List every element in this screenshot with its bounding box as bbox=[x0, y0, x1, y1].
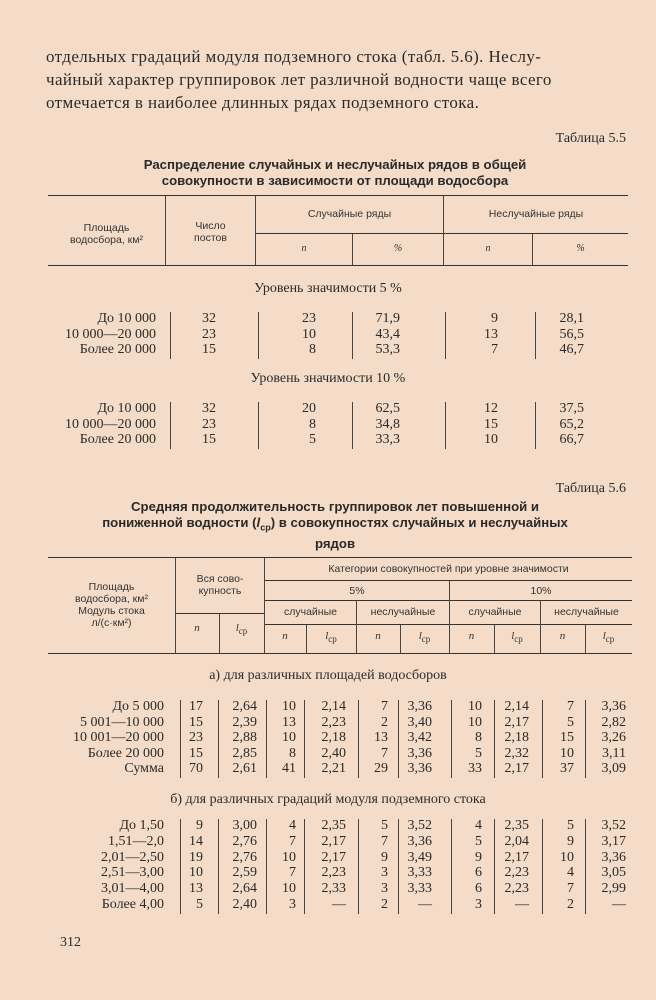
value-cell: 3,49 bbox=[407, 849, 432, 865]
value-cell: 10 bbox=[468, 699, 482, 714]
value-cell: — bbox=[332, 897, 346, 912]
l-cp-header: $l_{ср}$ bbox=[511, 630, 523, 645]
value-cell: 37,5 bbox=[559, 401, 584, 416]
value-cell: 8 bbox=[309, 416, 316, 432]
value-cell: 3,00 bbox=[232, 818, 257, 833]
value-cell: 15 bbox=[202, 432, 216, 447]
area-cell: 2,51—3,00 bbox=[101, 865, 164, 881]
value-cell: 2 bbox=[567, 897, 574, 912]
pct-header: % bbox=[393, 243, 403, 254]
area-cell: До 10 000 bbox=[97, 401, 156, 416]
categories-header: Категории совокупностей при уровне значимости bbox=[328, 563, 569, 575]
table-rule bbox=[255, 233, 628, 234]
value-cell: 41 bbox=[282, 761, 296, 776]
value-cell: 7 bbox=[381, 745, 388, 761]
value-cell: 3,33 bbox=[407, 865, 432, 881]
value-cell: 15 bbox=[560, 730, 574, 745]
value-cell: 7 bbox=[289, 865, 296, 881]
area-cell: До 10 000 bbox=[97, 311, 156, 326]
value-cell: 10 bbox=[560, 849, 574, 865]
value-cell: 7 bbox=[491, 342, 498, 357]
table-5-5-title: Распределение случайных и неслучайных рядов в общей совокупности в зависимости от площади водосбора bbox=[143, 157, 527, 188]
value-cell: 4 bbox=[567, 865, 574, 881]
value-cell: 2,88 bbox=[232, 730, 257, 745]
value-cell: 9 bbox=[381, 849, 388, 865]
area-cell: 10 000—20 000 bbox=[65, 326, 156, 342]
value-cell: 3,36 bbox=[407, 699, 432, 714]
value-cell: — bbox=[418, 897, 432, 912]
value-cell: 3,42 bbox=[407, 730, 432, 745]
section-title: а) для различных площадей водосборов bbox=[209, 668, 447, 683]
value-cell: 7 bbox=[567, 881, 574, 897]
area-cell: Более 20 000 bbox=[79, 342, 156, 357]
value-cell: 15 bbox=[189, 714, 203, 730]
value-cell: 5 bbox=[567, 818, 574, 833]
value-cell: 53,3 bbox=[375, 342, 400, 357]
value-cell: 23 bbox=[202, 326, 216, 342]
area-module-header: Площадь водосбора, км² Модуль стока л/(с·км²) bbox=[75, 581, 148, 629]
table-rule bbox=[48, 265, 628, 266]
area-header: Площадь водосбора, км² bbox=[70, 222, 143, 246]
value-cell: 6 bbox=[475, 881, 482, 897]
value-cell: 3,36 bbox=[407, 833, 432, 849]
nonrandom-header: неслучайные bbox=[370, 606, 436, 618]
value-cell: 3 bbox=[475, 897, 482, 912]
value-cell: 9 bbox=[196, 818, 203, 833]
value-cell: 9 bbox=[567, 833, 574, 849]
value-cell: 5 bbox=[475, 833, 482, 849]
value-cell: 10 bbox=[468, 714, 482, 730]
value-cell: 15 bbox=[202, 342, 216, 357]
pct-header: % bbox=[576, 243, 585, 254]
value-cell: 7 bbox=[381, 699, 388, 714]
value-cell: 2,59 bbox=[232, 865, 257, 881]
n-header: n bbox=[301, 243, 307, 254]
value-cell: 5 bbox=[475, 745, 482, 761]
value-cell: 2,23 bbox=[504, 881, 529, 897]
value-cell: 3,33 bbox=[407, 881, 432, 897]
value-cell: 2,39 bbox=[232, 714, 257, 730]
table-rule bbox=[48, 195, 628, 196]
value-cell: 2,17 bbox=[504, 714, 529, 730]
value-cell: 2,23 bbox=[321, 865, 346, 881]
value-cell: 15 bbox=[484, 416, 498, 432]
value-cell: 3,05 bbox=[601, 865, 626, 881]
value-cell: 29 bbox=[374, 761, 388, 776]
value-cell: 2,18 bbox=[504, 730, 529, 745]
value-cell: 10 bbox=[282, 730, 296, 745]
paragraph-line: отмечается в наиболее длинных рядах подземного стока. bbox=[46, 93, 480, 112]
level-10-header: 10% bbox=[530, 585, 552, 597]
value-cell: 10 bbox=[282, 699, 296, 714]
value-cell: 3,36 bbox=[601, 699, 626, 714]
value-cell: 32 bbox=[202, 401, 216, 416]
n-header: n bbox=[194, 622, 200, 634]
value-cell: 4 bbox=[289, 818, 296, 833]
value-cell: 10 bbox=[560, 745, 574, 761]
table-5-6-title: Средняя продолжительность группировок лет повышенной и пониженной водности $(l_{ср})$ в совокупностях случайных и неслучайных рядов bbox=[102, 499, 568, 551]
n-header: n bbox=[559, 630, 566, 642]
value-cell: 2,64 bbox=[232, 699, 257, 714]
intro-paragraph bbox=[46, 45, 631, 114]
paragraph-line: отдельных градаций модуля подземного стока (табл. 5.6). Неслу- bbox=[46, 47, 542, 66]
area-cell: До 5 000 bbox=[112, 699, 164, 714]
value-cell: 2,23 bbox=[504, 865, 529, 881]
value-cell: 2,18 bbox=[321, 730, 346, 745]
random-header: случайные bbox=[284, 606, 337, 618]
value-cell: 3,36 bbox=[601, 849, 626, 865]
value-cell: 10 bbox=[189, 865, 203, 881]
n-header: n bbox=[282, 630, 288, 642]
area-cell: Более 4,00 bbox=[101, 897, 164, 912]
area-cell: 10 001—20 000 bbox=[73, 730, 164, 745]
value-cell: 43,4 bbox=[375, 326, 400, 342]
l-cp-header: $l_{ср}$ bbox=[602, 630, 615, 645]
value-cell: 7 bbox=[381, 833, 388, 849]
value-cell: 10 bbox=[282, 849, 296, 865]
value-cell: 32 bbox=[202, 311, 216, 326]
random-header: случайные bbox=[468, 606, 522, 618]
value-cell: 2,40 bbox=[232, 897, 257, 912]
area-cell: 3,01—4,00 bbox=[101, 881, 164, 897]
value-cell: 5 bbox=[196, 897, 203, 912]
area-cell: Более 20 000 bbox=[79, 432, 156, 447]
value-cell: 2,76 bbox=[232, 849, 257, 865]
value-cell: 2,21 bbox=[321, 761, 346, 776]
value-cell: 3,52 bbox=[407, 818, 432, 833]
value-cell: 2,17 bbox=[321, 849, 346, 865]
value-cell: 19 bbox=[189, 849, 203, 865]
level-5-header: 5% bbox=[349, 585, 365, 597]
section-title: б) для различных градаций модуля подземного стока bbox=[170, 792, 486, 807]
value-cell: 10 bbox=[484, 432, 498, 447]
value-cell: 5 bbox=[381, 818, 388, 833]
value-cell: 3,52 bbox=[601, 818, 626, 833]
value-cell: 3,36 bbox=[407, 761, 432, 776]
value-cell: 5 bbox=[567, 714, 574, 730]
value-cell: 20 bbox=[302, 401, 316, 416]
value-cell: 2,14 bbox=[321, 699, 346, 714]
area-cell: 2,01—2,50 bbox=[101, 849, 164, 865]
value-cell: 37 bbox=[560, 761, 574, 776]
posts-header: Число постов bbox=[194, 220, 227, 244]
value-cell: 23 bbox=[302, 311, 316, 326]
table-5-5-label: Таблица 5.5 bbox=[555, 131, 626, 146]
value-cell: 5 bbox=[309, 432, 316, 447]
value-cell: 65,2 bbox=[559, 416, 584, 432]
area-cell: До 1,50 bbox=[119, 818, 164, 833]
page-number: 312 bbox=[60, 935, 81, 950]
area-cell: 5 001—10 000 bbox=[80, 714, 164, 730]
value-cell: 71,9 bbox=[375, 311, 400, 326]
l-cp-header: $l_{ср}$ bbox=[418, 630, 431, 645]
area-cell: Сумма bbox=[124, 761, 164, 776]
value-cell: 34,8 bbox=[375, 416, 400, 432]
value-cell: 10 bbox=[302, 326, 316, 342]
value-cell: 2 bbox=[381, 714, 388, 730]
paragraph-line: чайный характер группировок лет различной водности чаще всего bbox=[46, 70, 552, 89]
value-cell: 3 bbox=[289, 897, 296, 912]
value-cell: 3,26 bbox=[601, 730, 626, 745]
n-header: n bbox=[375, 630, 381, 642]
value-cell: 2,40 bbox=[321, 745, 346, 761]
value-cell: 2,32 bbox=[504, 745, 529, 761]
value-cell: 2,04 bbox=[504, 833, 529, 849]
value-cell: 6 bbox=[475, 865, 482, 881]
value-cell: 33 bbox=[468, 761, 482, 776]
value-cell: 17 bbox=[189, 699, 203, 714]
value-cell: 56,5 bbox=[559, 326, 584, 342]
value-cell: 2,14 bbox=[504, 699, 529, 714]
value-cell: 23 bbox=[202, 416, 216, 432]
value-cell: 2,76 bbox=[232, 833, 257, 849]
value-cell: 2,85 bbox=[232, 745, 257, 761]
value-cell: 3 bbox=[381, 865, 388, 881]
all-header: Вся сово- купность bbox=[196, 573, 244, 597]
value-cell: — bbox=[612, 897, 626, 912]
value-cell: 4 bbox=[475, 818, 482, 833]
l-cp-header: $l_{ср}$ bbox=[325, 630, 337, 645]
value-cell: 13 bbox=[189, 881, 203, 897]
value-cell: 9 bbox=[491, 311, 498, 326]
value-cell: 3,11 bbox=[602, 745, 626, 761]
value-cell: 8 bbox=[475, 730, 482, 745]
area-cell: 10 000—20 000 bbox=[65, 416, 156, 432]
value-cell: 66,7 bbox=[559, 432, 584, 447]
value-cell: 33,3 bbox=[375, 432, 400, 447]
area-cell: Более 20 000 bbox=[87, 745, 164, 761]
value-cell: 2,35 bbox=[504, 818, 529, 833]
value-cell: 13 bbox=[374, 730, 388, 745]
value-cell: 2,17 bbox=[504, 761, 529, 776]
value-cell: 8 bbox=[289, 745, 296, 761]
value-cell: 7 bbox=[567, 699, 574, 714]
value-cell: 3 bbox=[381, 881, 388, 897]
value-cell: 7 bbox=[289, 833, 296, 849]
value-cell: 3,40 bbox=[407, 714, 432, 730]
value-cell: 2,33 bbox=[321, 881, 346, 897]
l-cp-header: $l_{ср}$ bbox=[235, 622, 248, 637]
section-title: Уровень значимости 10 % bbox=[250, 371, 406, 386]
n-header: n bbox=[485, 243, 491, 254]
value-cell: 15 bbox=[189, 745, 203, 761]
nonrandom-header: Неслучайные ряды bbox=[488, 208, 584, 220]
value-cell: 2,64 bbox=[232, 881, 257, 897]
value-cell: 2,61 bbox=[232, 761, 257, 776]
n-header: n bbox=[468, 630, 475, 642]
value-cell: 13 bbox=[484, 326, 498, 342]
value-cell: 10 bbox=[282, 881, 296, 897]
value-cell: 9 bbox=[475, 849, 482, 865]
value-cell: 13 bbox=[282, 714, 296, 730]
value-cell: 12 bbox=[484, 401, 498, 416]
value-cell: — bbox=[515, 897, 529, 912]
value-cell: 3,09 bbox=[601, 761, 626, 776]
random-header: Случайные ряды bbox=[307, 208, 392, 220]
value-cell: 2,82 bbox=[601, 714, 626, 730]
nonrandom-header: неслучайные bbox=[554, 606, 619, 618]
section-title: Уровень значимости 5 % bbox=[254, 281, 402, 296]
value-cell: 8 bbox=[309, 342, 316, 357]
value-cell: 2,17 bbox=[504, 849, 529, 865]
value-cell: 2,35 bbox=[321, 818, 346, 833]
table-5-6-label: Таблица 5.6 bbox=[555, 481, 626, 496]
value-cell: 2,17 bbox=[321, 833, 346, 849]
value-cell: 2,99 bbox=[601, 881, 626, 897]
value-cell: 3,36 bbox=[407, 745, 432, 761]
value-cell: 2,23 bbox=[321, 714, 346, 730]
value-cell: 28,1 bbox=[559, 311, 584, 326]
value-cell: 14 bbox=[189, 833, 203, 849]
value-cell: 46,7 bbox=[559, 342, 584, 357]
value-cell: 3,17 bbox=[601, 833, 626, 849]
value-cell: 70 bbox=[189, 761, 203, 776]
value-cell: 62,5 bbox=[375, 401, 400, 416]
value-cell: 23 bbox=[189, 730, 203, 745]
value-cell: 2 bbox=[381, 897, 388, 912]
area-cell: 1,51—2,0 bbox=[108, 833, 164, 849]
